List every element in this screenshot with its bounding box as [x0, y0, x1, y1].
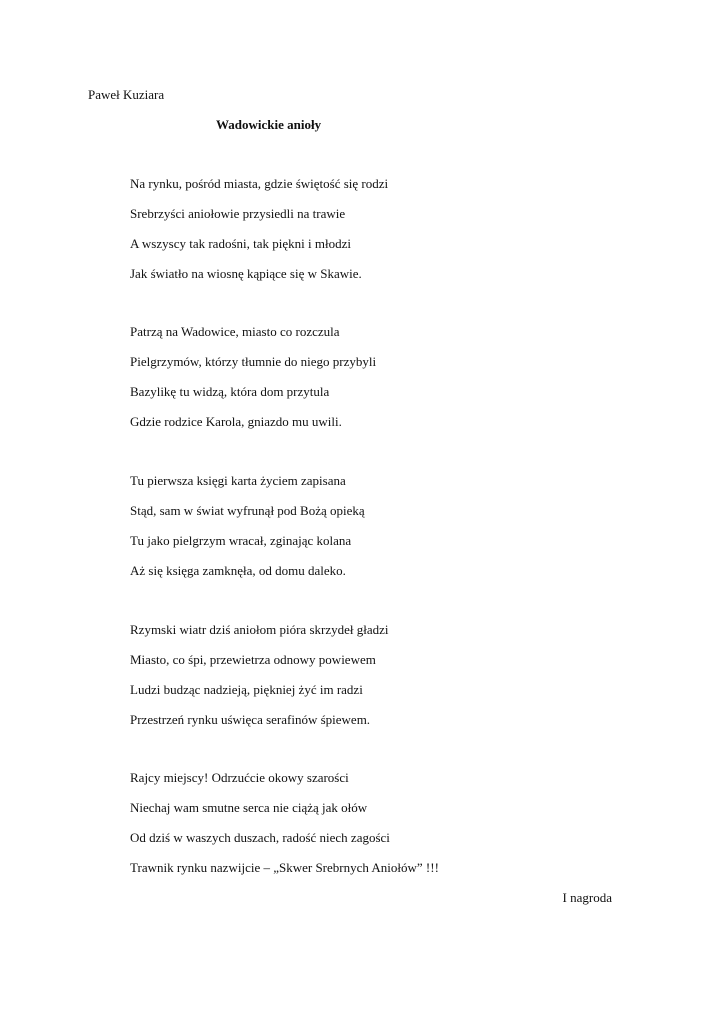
stanza-3: [130, 473, 365, 593]
poem-line: Od dziś w waszych duszach, radość niech zagości: [130, 830, 390, 845]
poem-line: Gdzie rodzice Karola, gniazdo mu uwili.: [130, 414, 342, 429]
poem-line: Niechaj wam smutne serca nie ciążą jak ołów: [130, 800, 368, 815]
poem-line: Stąd, sam w świat wyfrunął pod Bożą opieką: [130, 503, 365, 518]
poem-line: Tu pierwsza księgi karta życiem zapisana: [130, 473, 346, 488]
poem-line: Srebrzyści aniołowie przysiedli na trawie: [130, 206, 346, 221]
poem-line: A wszyscy tak radośni, tak piękni i młodzi: [130, 236, 351, 251]
poem-line: Miasto, co śpi, przewietrza odnowy powiewem: [130, 652, 376, 667]
poem-line: Rajcy miejscy! Odrzućcie okowy szarości: [130, 770, 349, 785]
poem-line: Bazylikę tu widzą, która dom przytula: [130, 384, 330, 399]
poem-line: Patrzą na Wadowice, miasto co rozczula: [130, 324, 340, 339]
poem-line: Trawnik rynku nazwijcie – „Skwer Srebrnych Aniołów” !!!: [130, 860, 439, 875]
poem-line: Aż się księga zamknęła, od domu daleko.: [130, 563, 346, 578]
stanza-1: [130, 176, 388, 296]
poem-line: Jak światło na wiosnę kąpiące się w Skawie.: [130, 266, 362, 281]
stanza-5: [130, 770, 439, 890]
author-name: Paweł Kuziara: [88, 87, 165, 102]
poem-title: Wadowickie anioły: [216, 117, 322, 132]
poem-line: Ludzi budząc nadzieją, piękniej żyć im radzi: [130, 682, 363, 697]
poem-line: Rzymski wiatr dziś aniołom pióra skrzydeł gładzi: [130, 622, 389, 637]
poem-line: Przestrzeń rynku uświęca serafinów śpiewem.: [130, 712, 371, 727]
stanza-2: [130, 324, 376, 444]
award-label: I nagroda: [562, 890, 612, 905]
poem-line: Na rynku, pośród miasta, gdzie świętość się rodzi: [130, 176, 389, 191]
stanza-4: [130, 622, 389, 742]
poem-line: Pielgrzymów, którzy tłumnie do niego przybyli: [130, 354, 377, 369]
poem-line: Tu jako pielgrzym wracał, zginając kolana: [130, 533, 352, 548]
